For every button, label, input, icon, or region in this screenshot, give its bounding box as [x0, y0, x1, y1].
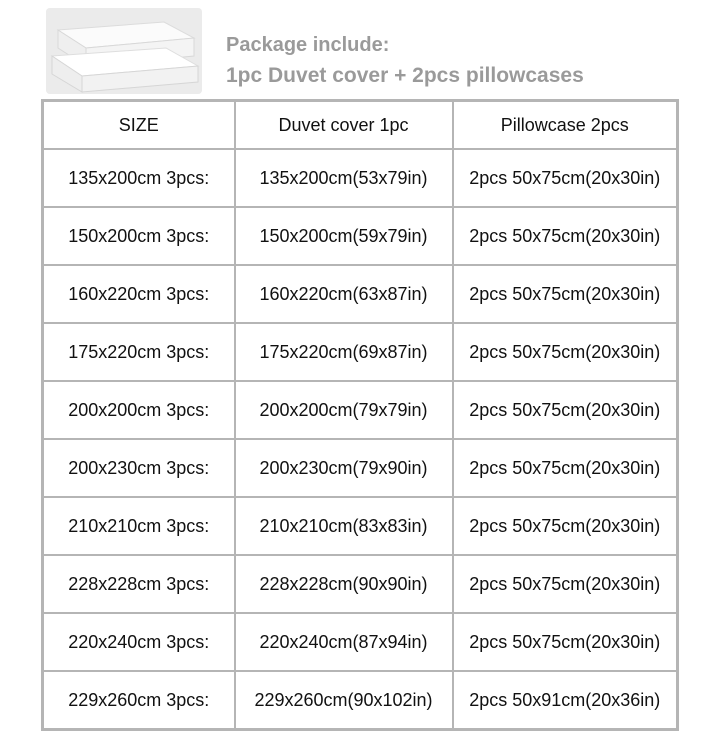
cell-pillowcase-size: 2pcs 50x75cm(20x30in) — [453, 497, 678, 555]
cell-duvet-size: 200x230cm(79x90in) — [235, 439, 453, 497]
cell-duvet-size: 210x210cm(83x83in) — [235, 497, 453, 555]
cell-pillowcase-size: 2pcs 50x75cm(20x30in) — [453, 207, 678, 265]
cell-set-size: 200x230cm 3pcs: — [43, 439, 235, 497]
column-header-size: SIZE — [43, 101, 235, 150]
table-header-row — [43, 101, 678, 150]
table-row — [43, 381, 678, 439]
cell-pillowcase-size: 2pcs 50x75cm(20x30in) — [453, 323, 678, 381]
cell-pillowcase-size: 2pcs 50x75cm(20x30in) — [453, 613, 678, 671]
cell-set-size: 160x220cm 3pcs: — [43, 265, 235, 323]
cell-set-size: 135x200cm 3pcs: — [43, 149, 235, 207]
size-table — [41, 99, 679, 731]
folded-bedding-image — [46, 8, 202, 94]
table-row — [43, 207, 678, 265]
column-header-duvet-cover: Duvet cover 1pc — [235, 101, 453, 150]
cell-pillowcase-size: 2pcs 50x75cm(20x30in) — [453, 149, 678, 207]
table-row — [43, 555, 678, 613]
column-header-pillowcase: Pillowcase 2pcs — [453, 101, 678, 150]
table-row — [43, 613, 678, 671]
table-row — [43, 149, 678, 207]
cell-pillowcase-size: 2pcs 50x75cm(20x30in) — [453, 555, 678, 613]
cell-duvet-size: 200x200cm(79x79in) — [235, 381, 453, 439]
cell-set-size: 150x200cm 3pcs: — [43, 207, 235, 265]
cell-set-size: 210x210cm 3pcs: — [43, 497, 235, 555]
cell-pillowcase-size: 2pcs 50x91cm(20x36in) — [453, 671, 678, 730]
package-include-title: Package include: — [226, 34, 390, 56]
cell-set-size: 228x228cm 3pcs: — [43, 555, 235, 613]
cell-duvet-size: 160x220cm(63x87in) — [235, 265, 453, 323]
table-row — [43, 265, 678, 323]
table-row — [43, 323, 678, 381]
table-row — [43, 439, 678, 497]
table-row — [43, 497, 678, 555]
product-photo — [46, 8, 202, 94]
cell-set-size: 220x240cm 3pcs: — [43, 613, 235, 671]
table-row — [43, 671, 678, 730]
cell-duvet-size: 228x228cm(90x90in) — [235, 555, 453, 613]
cell-pillowcase-size: 2pcs 50x75cm(20x30in) — [453, 439, 678, 497]
cell-set-size: 200x200cm 3pcs: — [43, 381, 235, 439]
cell-duvet-size: 175x220cm(69x87in) — [235, 323, 453, 381]
cell-set-size: 229x260cm 3pcs: — [43, 671, 235, 730]
package-contents-text: 1pc Duvet cover + 2pcs pillowcases — [226, 64, 584, 87]
cell-pillowcase-size: 2pcs 50x75cm(20x30in) — [453, 381, 678, 439]
cell-duvet-size: 135x200cm(53x79in) — [235, 149, 453, 207]
cell-duvet-size: 229x260cm(90x102in) — [235, 671, 453, 730]
cell-duvet-size: 150x200cm(59x79in) — [235, 207, 453, 265]
cell-duvet-size: 220x240cm(87x94in) — [235, 613, 453, 671]
cell-set-size: 175x220cm 3pcs: — [43, 323, 235, 381]
cell-pillowcase-size: 2pcs 50x75cm(20x30in) — [453, 265, 678, 323]
